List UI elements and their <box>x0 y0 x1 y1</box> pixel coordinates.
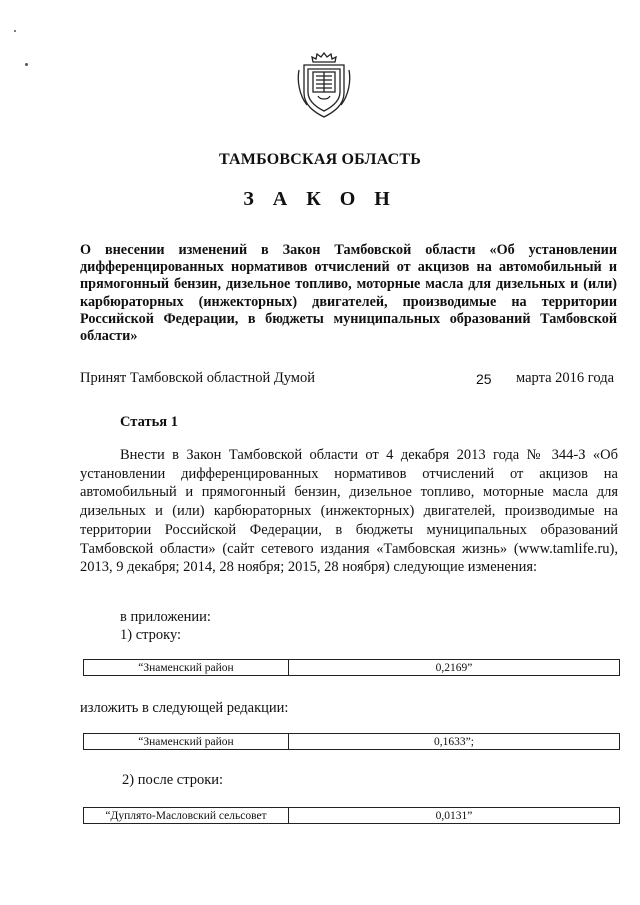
table-cell-value: 0,0131” <box>435 809 473 822</box>
table-cell-value: 0,2169” <box>435 661 473 674</box>
article-intro-paragraph: Внести в Закон Тамбовской области от 4 декабря 2013 года № 344-З «Об установлении дифференцированных нормативов отчислений от акцизов на автомобильный и прямогонный бензин, дизельное топливо, моторные масла для дизельных и (или) карбюраторных (инжекторных) двигателей, производимые на территории Российской Федерации, в бюджеты муниципальных образований Тамбовской области» (сайт сетевого издания «Тамбовская жизнь» (www.tamlife.ru), 2013, 9 декабря; 2014, 28 ноября; 2015, 28 ноября) следующие изменения: <box>80 447 618 576</box>
replace-text: изложить в следующей редакции: <box>80 700 289 716</box>
coat-of-arms-icon <box>296 50 352 120</box>
adopted-date: марта 2016 года <box>516 370 615 386</box>
table-cell-name: “Знаменский район <box>84 734 289 749</box>
scan-speck <box>25 63 28 66</box>
document-type-title: З А К О Н <box>243 188 397 210</box>
table-row-new <box>83 733 620 750</box>
item-1-text: 1) строку: <box>120 627 182 643</box>
region-title: ТАМБОВСКАЯ ОБЛАСТЬ <box>218 151 422 168</box>
scan-speck <box>14 30 16 32</box>
article-title: Статья 1 <box>120 414 178 430</box>
table-cell-name: “Знаменский район <box>84 660 289 675</box>
table-cell-name: “Дуплято-Масловский сельсовет <box>84 808 289 823</box>
table-row-original <box>83 659 620 676</box>
item-2-text: 2) после строки: <box>122 772 224 788</box>
table-row-after <box>83 807 620 824</box>
table-cell-value: 0,1633”; <box>434 735 474 748</box>
adopted-day: 25 <box>476 371 492 387</box>
law-heading: О внесении изменений в Закон Тамбовской области «Об установлении дифференцированных нормативов отчислений от акцизов на автомобильный и прямогонный бензин, дизельное топливо, моторные масла для дизельных и (или) карбюраторных (инжекторных) двигателей, производимые на территории Российской Федерации, в бюджеты муниципальных образований Тамбовской области» <box>80 242 617 345</box>
in-appendix-text: в приложении: <box>120 609 211 625</box>
adopted-label: Принят Тамбовской областной Думой <box>80 370 315 386</box>
